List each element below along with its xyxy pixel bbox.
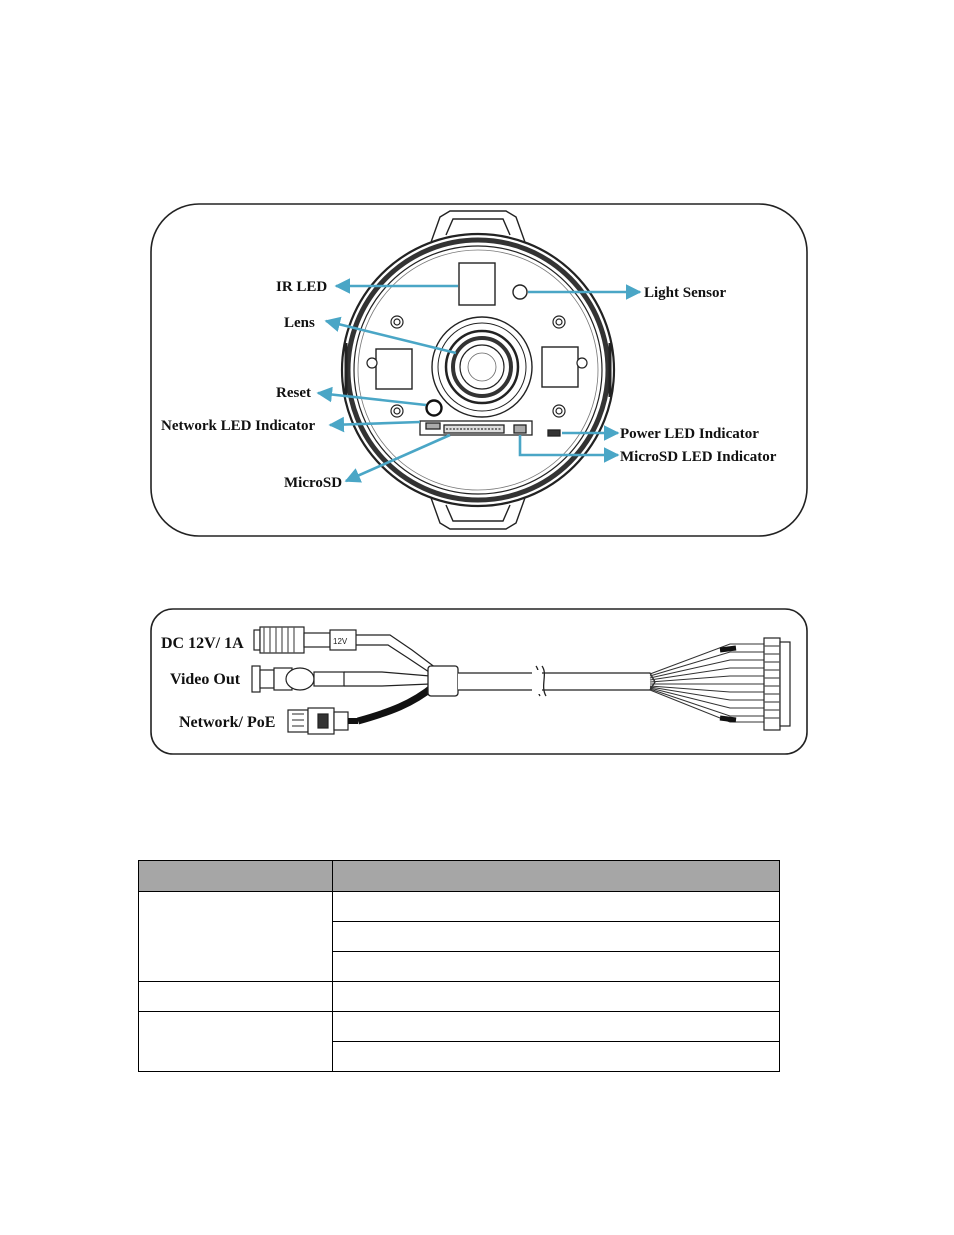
table-header-row xyxy=(139,861,780,892)
label-network-led: Network LED Indicator xyxy=(161,418,316,434)
label-microsd-led: MicroSD LED Indicator xyxy=(620,449,777,465)
label-network-poe: Network/ PoE xyxy=(179,714,276,731)
label-video-out: Video Out xyxy=(170,671,241,688)
table-row xyxy=(139,1012,780,1042)
light-sensor xyxy=(513,285,527,299)
label-microsd: MicroSD xyxy=(284,475,343,491)
reset-button xyxy=(427,401,442,416)
label-lens: Lens xyxy=(284,315,315,331)
terminal-connector xyxy=(764,638,790,730)
table-cell xyxy=(333,982,780,1012)
table-cell xyxy=(333,1042,780,1072)
table-row xyxy=(139,892,780,922)
cable-diagram xyxy=(150,608,808,755)
lens xyxy=(432,317,532,417)
label-dc-power: DC 12V/ 1A xyxy=(161,635,244,652)
label-ir-led: IR LED xyxy=(276,279,328,295)
table-cell xyxy=(333,1012,780,1042)
table-cell xyxy=(333,892,780,922)
plug-marking: 12V xyxy=(333,637,348,646)
label-light-sensor: Light Sensor xyxy=(644,285,727,301)
label-reset: Reset xyxy=(276,385,311,401)
label-power-led: Power LED Indicator xyxy=(620,426,759,442)
table-cell-led-name xyxy=(139,892,333,982)
table-cell xyxy=(333,922,780,952)
table-cell-led-name xyxy=(139,1012,333,1072)
table-cell-led-name xyxy=(139,982,333,1012)
table-row xyxy=(139,982,780,1012)
cable-svg xyxy=(150,608,808,755)
camera-front-diagram xyxy=(150,203,808,537)
camera-front-svg xyxy=(150,203,808,537)
header-cell xyxy=(333,861,780,892)
led-status-table xyxy=(138,860,780,1072)
header-cell xyxy=(139,861,333,892)
table-cell xyxy=(333,952,780,982)
